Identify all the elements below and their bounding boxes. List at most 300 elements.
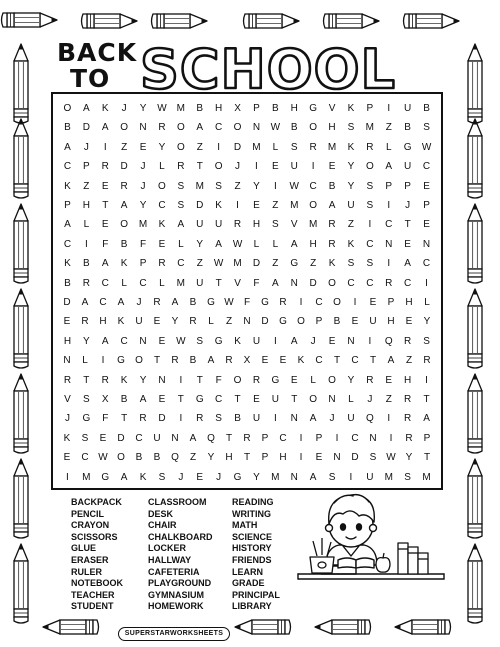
grid-letter: R xyxy=(101,374,109,386)
pencil-icon xyxy=(14,289,28,368)
grid-letter: Y xyxy=(196,238,204,250)
grid-letter: W xyxy=(421,141,432,153)
grid-letter: Z xyxy=(405,355,413,367)
grid-letter: Y xyxy=(347,374,355,386)
grid-letter: U xyxy=(347,200,355,211)
grid-row xyxy=(53,216,441,234)
grid-letter: X xyxy=(234,103,241,114)
grid-letter: O xyxy=(120,219,129,231)
grid-letter: O xyxy=(214,161,223,173)
grid-letter: L xyxy=(208,316,214,328)
grid-letter: K xyxy=(297,355,305,367)
grid-letter: J xyxy=(140,161,146,173)
grid-letter: Y xyxy=(253,180,260,192)
grid-letter: G xyxy=(233,471,242,483)
grid-letter: I xyxy=(273,180,277,192)
grid-letter: B xyxy=(196,103,204,114)
grid-letter: G xyxy=(195,394,204,405)
grid-letter: C xyxy=(139,277,147,289)
grid-letter: J xyxy=(136,297,142,308)
grid-letter: C xyxy=(385,219,393,231)
grid-letter: K xyxy=(347,103,355,114)
grid-letter: D xyxy=(261,316,269,328)
grid-letter: K xyxy=(120,374,128,386)
grid-letter: R xyxy=(233,219,242,231)
grid-letter: E xyxy=(328,161,336,173)
pencil-icon xyxy=(82,14,138,28)
grid-letter: A xyxy=(64,141,71,153)
grid-letter: G xyxy=(207,297,215,308)
grid-letter: P xyxy=(423,200,430,211)
grid-letter: E xyxy=(351,316,359,328)
grid-letter: I xyxy=(236,200,239,211)
grid-letter: E xyxy=(369,297,377,308)
grid-letter: A xyxy=(101,258,109,270)
grid-letter: S xyxy=(215,180,222,192)
grid-letter: P xyxy=(64,200,71,211)
grid-letter: O xyxy=(328,277,336,289)
grid-letter: L xyxy=(424,297,430,308)
grid-letter: E xyxy=(158,335,166,347)
grid-letter: L xyxy=(159,161,165,173)
grid-letter: I xyxy=(273,413,277,425)
grid-letter: M xyxy=(384,471,393,483)
grid-letter: J xyxy=(367,394,373,405)
grid-letter: U xyxy=(196,219,204,231)
grid-row xyxy=(53,255,441,273)
grid-letter: Z xyxy=(272,200,279,211)
pencil-icon xyxy=(14,119,28,198)
grid-letter: R xyxy=(385,277,393,289)
grid-letter: L xyxy=(159,277,165,289)
grid-letter: E xyxy=(253,200,260,211)
grid-letter: C xyxy=(404,277,412,289)
grid-letter: C xyxy=(158,200,166,211)
pencil-icon xyxy=(468,374,482,453)
grid-letter: B xyxy=(189,297,197,308)
grid-letter: S xyxy=(404,471,411,483)
grid-letter: O xyxy=(63,103,72,114)
grid-letter: L xyxy=(83,219,90,231)
grid-letter: L xyxy=(82,355,88,367)
grid-letter: N xyxy=(369,432,377,444)
grid-letter: A xyxy=(309,413,317,425)
grid-letter: T xyxy=(83,374,90,386)
pencil-icon xyxy=(468,204,482,283)
grid-letter: Z xyxy=(272,258,279,270)
grid-letter: S xyxy=(196,335,204,347)
grid-letter: J xyxy=(83,141,89,153)
grid-letter: D xyxy=(158,413,166,425)
grid-letter: E xyxy=(261,355,269,367)
grid-letter: H xyxy=(215,103,223,114)
grid-letter: Z xyxy=(385,394,392,405)
pencil-icon xyxy=(14,44,28,123)
grid-letter: Z xyxy=(83,180,90,192)
grid-letter: R xyxy=(196,413,204,425)
grid-letter: Y xyxy=(405,452,413,464)
grid-letter: E xyxy=(63,452,71,464)
grid-letter: M xyxy=(422,471,431,483)
grid-letter: J xyxy=(310,335,316,347)
grid-letter: I xyxy=(387,258,391,270)
grid-letter: U xyxy=(404,103,412,114)
grid-letter: D xyxy=(309,277,317,289)
grid-letter: Y xyxy=(347,161,355,173)
grid-letter: M xyxy=(176,103,186,114)
grid-letter: G xyxy=(101,471,110,483)
grid-letter: Y xyxy=(83,335,90,347)
grid-letter: E xyxy=(101,180,109,192)
grid-letter: N xyxy=(139,335,147,347)
pencil-icon xyxy=(14,459,28,538)
grid-row xyxy=(53,430,441,448)
grid-letter: A xyxy=(387,355,395,367)
grid-letter: G xyxy=(279,316,287,328)
grid-row xyxy=(53,333,441,351)
grid-letter: U xyxy=(290,161,298,173)
pencil-icon xyxy=(14,544,28,623)
grid-letter: S xyxy=(366,200,374,211)
grid-letter: T xyxy=(102,200,109,211)
word-list-column-3 xyxy=(232,497,280,613)
grid-letter: R xyxy=(63,374,72,386)
grid-letter: S xyxy=(158,471,166,483)
grid-letter: D xyxy=(233,141,242,153)
grid-letter: E xyxy=(158,238,166,250)
grid-row xyxy=(53,410,441,428)
word-list-item: HALLWAY xyxy=(148,554,192,565)
grid-letter: N xyxy=(422,238,431,250)
grid-letter: Z xyxy=(310,258,317,270)
grid-letter: L xyxy=(253,238,260,250)
grid-letter: F xyxy=(215,374,222,386)
grid-letter: A xyxy=(189,432,197,444)
grid-row xyxy=(53,352,441,370)
grid-letter: M xyxy=(271,471,280,483)
grid-letter: X xyxy=(101,394,109,405)
grid-row xyxy=(53,236,441,254)
grid-letter: K xyxy=(347,238,355,250)
pencil-icon xyxy=(2,13,58,27)
grid-letter: U xyxy=(271,394,279,405)
grid-letter: Y xyxy=(207,452,215,464)
grid-letter: I xyxy=(84,238,88,250)
grid-letter: A xyxy=(177,219,185,231)
grid-letter: A xyxy=(120,471,128,483)
grid-row xyxy=(53,119,441,137)
grid-letter: U xyxy=(135,316,143,328)
grid-letter: I xyxy=(179,374,183,386)
word-list-item: CAFETERIA xyxy=(148,566,200,577)
grid-letter: N xyxy=(385,238,393,250)
grid-letter: O xyxy=(158,180,166,192)
grid-letter: A xyxy=(101,122,109,134)
grid-letter: B xyxy=(290,122,298,134)
grid-letter: I xyxy=(425,374,428,386)
pencil-icon xyxy=(244,14,300,28)
word-list-column-2 xyxy=(148,497,213,613)
grid-letter: B xyxy=(135,452,143,464)
grid-letter: C xyxy=(101,277,109,289)
grid-letter: C xyxy=(177,258,185,270)
grid-letter: Y xyxy=(139,200,147,211)
grid-letter: C xyxy=(347,277,355,289)
grid-letter: P xyxy=(261,452,269,464)
grid-letter: S xyxy=(177,180,185,192)
word-list-item: BACKPACK xyxy=(71,497,122,507)
grid-letter: E xyxy=(385,374,393,386)
grid-row xyxy=(53,178,441,196)
grid-letter: P xyxy=(387,297,395,308)
grid-letter: F xyxy=(253,277,260,289)
grid-letter: E xyxy=(153,316,161,328)
grid-letter: M xyxy=(82,471,91,483)
grid-letter: C xyxy=(422,258,431,270)
grid-letter: R xyxy=(328,219,336,231)
pencil-icon xyxy=(468,44,482,123)
grid-letter: O xyxy=(233,122,242,134)
grid-letter: C xyxy=(99,297,107,308)
grid-letter: O xyxy=(176,141,185,153)
grid-letter: O xyxy=(233,374,242,386)
grid-letter: W xyxy=(98,452,108,464)
grid-letter: C xyxy=(351,355,359,367)
grid-letter: R xyxy=(189,316,197,328)
grid-letter: H xyxy=(290,103,298,114)
word-list-item: ERASER xyxy=(71,554,109,565)
grid-letter: I xyxy=(273,335,277,347)
grid-letter: H xyxy=(309,238,317,250)
grid-letter: L xyxy=(385,141,392,153)
grid-letter: G xyxy=(261,297,269,308)
grid-letter: R xyxy=(158,122,166,134)
grid-letter: Q xyxy=(365,413,374,425)
grid-letter: N xyxy=(63,355,71,367)
grid-letter: D xyxy=(252,258,261,270)
grid-letter: U xyxy=(369,316,377,328)
grid-letter: B xyxy=(64,277,71,289)
word-list-item: NOTEBOOK xyxy=(71,578,124,589)
grid-letter: E xyxy=(63,316,71,328)
grid-letter: R xyxy=(404,394,412,405)
grid-letter: I xyxy=(101,355,105,367)
pencil-icon xyxy=(468,289,482,368)
grid-row xyxy=(53,372,441,390)
grid-letter: O xyxy=(120,122,129,134)
grid-letter: Y xyxy=(347,180,355,192)
grid-letter: O xyxy=(309,122,318,134)
grid-letter: M xyxy=(138,219,148,231)
pencil-icon xyxy=(395,620,451,634)
pencil-icon xyxy=(468,119,482,198)
grid-letter: N xyxy=(139,122,147,134)
grid-letter: T xyxy=(234,394,241,405)
grid-letter: T xyxy=(333,355,341,367)
grid-letter: J xyxy=(64,413,70,425)
grid-letter: E xyxy=(404,238,411,250)
grid-letter: R xyxy=(101,161,109,173)
grid-letter: T xyxy=(243,452,251,464)
grid-letter: A xyxy=(139,394,147,405)
grid-letter: Z xyxy=(225,316,233,328)
word-list-item: GLUE xyxy=(71,543,97,554)
grid-letter: C xyxy=(309,180,317,192)
word-list-item: GYMNASIUM xyxy=(148,589,204,600)
grid-letter: S xyxy=(366,180,374,192)
grid-letter: E xyxy=(101,219,109,231)
grid-letter: W xyxy=(232,238,243,250)
grid-letter: O xyxy=(309,394,318,405)
grid-letter: A xyxy=(272,277,279,289)
grid-letter: T xyxy=(423,394,430,405)
grid-letter: G xyxy=(214,335,223,347)
word-list-column-1 xyxy=(71,497,123,613)
grid-letter: V xyxy=(328,103,336,114)
pencil-icon xyxy=(235,620,291,634)
grid-letter: L xyxy=(310,374,316,386)
title-school: SCHOOL xyxy=(140,38,396,101)
grid-letter: K xyxy=(347,141,355,153)
grid-letter: P xyxy=(139,258,147,270)
grid-letter: T xyxy=(196,374,203,386)
grid-letter: I xyxy=(353,297,357,308)
grid-letter: E xyxy=(139,141,147,153)
grid-letter: U xyxy=(153,432,161,444)
grid-letter: G xyxy=(309,103,318,114)
word-list-item: HISTORY xyxy=(232,543,272,554)
grid-letter: D xyxy=(117,432,125,444)
grid-letter: M xyxy=(290,200,299,211)
grid-letter: A xyxy=(290,335,298,347)
grid-letter: L xyxy=(178,238,184,250)
grid-letter: A xyxy=(196,122,204,134)
grid-letter: S xyxy=(369,452,377,464)
grid-letter: O xyxy=(333,297,341,308)
grid-letter: Y xyxy=(158,141,166,153)
grid-letter: I xyxy=(387,413,391,425)
word-list-item: LOCKER xyxy=(148,543,186,554)
grid-letter: M xyxy=(327,141,337,153)
grid-letter: H xyxy=(82,200,90,211)
grid-row xyxy=(53,469,441,487)
grid-letter: C xyxy=(63,238,72,250)
grid-letter: D xyxy=(120,161,128,173)
grid-letter: J xyxy=(216,471,222,483)
grid-letter: K xyxy=(63,432,71,444)
grid-letter: R xyxy=(82,277,90,289)
word-list-item: TEACHER xyxy=(71,589,115,600)
grid-letter: I xyxy=(387,200,391,211)
grid-letter: C xyxy=(63,161,72,173)
grid-letter: J xyxy=(121,103,127,114)
grid-letter: U xyxy=(196,277,204,289)
grid-letter: C xyxy=(366,277,374,289)
grid-letter: B xyxy=(83,258,90,270)
word-list-item: LEARN xyxy=(232,566,263,577)
grid-letter: O xyxy=(135,355,143,367)
grid-letter: R xyxy=(404,413,412,425)
grid-letter: A xyxy=(423,413,430,425)
word-search-grid xyxy=(51,92,443,490)
grid-letter: S xyxy=(366,258,374,270)
grid-letter: H xyxy=(328,122,336,134)
grid-letter: N xyxy=(347,335,355,347)
grid-letter: I xyxy=(349,471,353,483)
grid-letter: O xyxy=(365,161,374,173)
grid-letter: I xyxy=(299,452,303,464)
grid-row xyxy=(53,197,441,215)
grid-letter: C xyxy=(215,394,223,405)
grid-letter: A xyxy=(309,471,317,483)
grid-letter: V xyxy=(290,219,298,231)
grid-letter: R xyxy=(309,141,317,153)
grid-letter: R xyxy=(366,141,374,153)
grid-letter: C xyxy=(315,297,323,308)
grid-letter: E xyxy=(99,432,107,444)
apple-icon xyxy=(376,553,390,572)
grid-letter: Q xyxy=(207,432,215,444)
grid-letter: E xyxy=(423,180,430,192)
grid-letter: K xyxy=(158,219,166,231)
grid-letter: G xyxy=(290,258,299,270)
grid-letter: R xyxy=(81,316,89,328)
grid-letter: J xyxy=(140,180,146,192)
grid-letter: P xyxy=(315,316,323,328)
grid-letter: W xyxy=(289,180,299,192)
grid-letter: I xyxy=(299,297,303,308)
grid-letter: T xyxy=(225,432,233,444)
grid-letter: W xyxy=(176,335,186,347)
grid-letter: R xyxy=(366,374,374,386)
grid-letter: R xyxy=(153,297,161,308)
grid-letter: S xyxy=(347,258,355,270)
grid-letter: E xyxy=(253,394,260,405)
grid-letter: S xyxy=(215,413,222,425)
grid-letter: E xyxy=(279,355,287,367)
pencil-icon xyxy=(14,374,28,453)
grid-letter: E xyxy=(423,219,430,231)
grid-row xyxy=(53,391,441,409)
grid-row xyxy=(53,158,441,176)
grid-letter: P xyxy=(83,161,90,173)
grid-letter: A xyxy=(120,200,128,211)
grid-letter: S xyxy=(347,122,355,134)
grid-letter: L xyxy=(272,238,279,250)
pencil-icon xyxy=(324,14,380,28)
grid-letter: H xyxy=(279,452,287,464)
pencil-icon xyxy=(468,544,482,623)
grid-letter: H xyxy=(405,297,413,308)
grid-letter: H xyxy=(225,452,233,464)
grid-letter: I xyxy=(387,103,391,114)
grid-letter: B xyxy=(189,355,197,367)
grid-letter: G xyxy=(403,141,412,153)
grid-letter: C xyxy=(351,432,359,444)
grid-letter: A xyxy=(215,238,222,250)
grid-letter: K xyxy=(120,258,128,270)
word-list-item: DESK xyxy=(148,508,174,519)
grid-letter: T xyxy=(369,355,377,367)
grid-letter: N xyxy=(290,471,298,483)
grid-letter: R xyxy=(120,180,128,192)
grid-letter: S xyxy=(83,394,90,405)
grid-letter: I xyxy=(299,432,303,444)
grid-letter: T xyxy=(215,277,222,289)
grid-letter: X xyxy=(243,355,251,367)
grid-letter: A xyxy=(404,258,411,270)
grid-letter: C xyxy=(366,238,374,250)
